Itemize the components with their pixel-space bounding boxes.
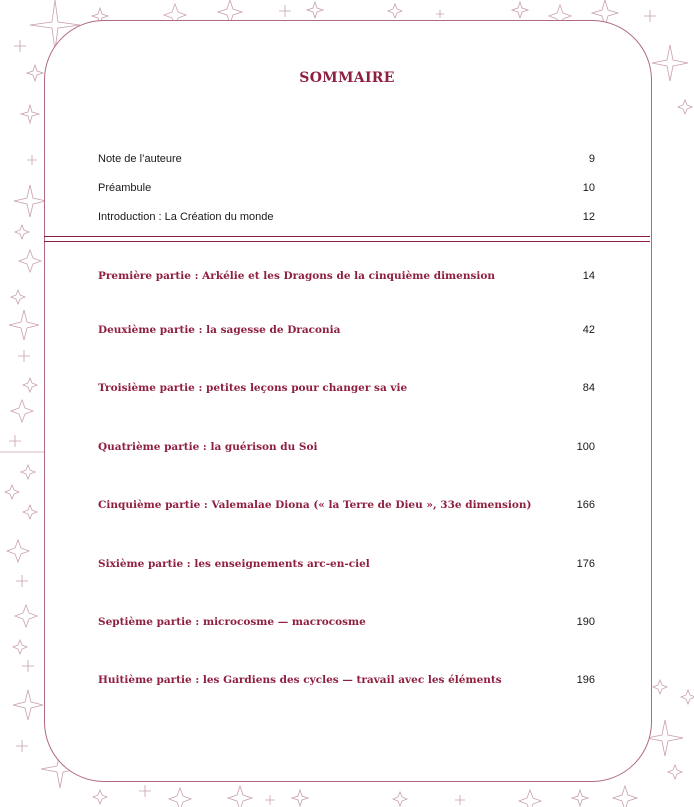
page-title: SOMMAIRE bbox=[299, 70, 395, 86]
toc-part-label: Cinquième partie : Valemalae Diona (« la Terre de Dieu », 33e dimension) bbox=[98, 499, 532, 511]
toc-part-label: Septième partie : microcosme — macrocosme bbox=[98, 616, 366, 628]
toc-entry-page: 10 bbox=[582, 182, 595, 194]
toc-part-page: 14 bbox=[582, 270, 595, 282]
toc-part-page: 196 bbox=[576, 674, 595, 686]
toc-part[interactable] bbox=[98, 558, 595, 574]
toc-part-label: Sixième partie : les enseignements arc-en-ciel bbox=[98, 558, 370, 570]
toc-part-label: Troisième partie : petites leçons pour changer sa vie bbox=[98, 382, 408, 394]
divider bbox=[44, 241, 650, 242]
toc-entry-label: Note de l’auteure bbox=[98, 153, 182, 165]
page-frame bbox=[44, 20, 652, 782]
toc-part[interactable] bbox=[98, 270, 595, 286]
toc-part[interactable] bbox=[98, 382, 595, 398]
toc-part-label: Deuxième partie : la sagesse de Draconia bbox=[98, 324, 341, 336]
toc-entry[interactable] bbox=[98, 211, 595, 227]
toc-entry-page: 12 bbox=[582, 211, 595, 223]
toc-part[interactable] bbox=[98, 499, 595, 515]
toc-part[interactable] bbox=[98, 441, 595, 457]
toc-part-page: 166 bbox=[576, 499, 595, 511]
toc-part-page: 100 bbox=[576, 441, 595, 453]
toc-part-page: 42 bbox=[582, 324, 595, 336]
toc-entry[interactable] bbox=[98, 182, 595, 198]
toc-part-label: Huitième partie : les Gardiens des cycles — travail avec les éléments bbox=[98, 674, 502, 686]
toc-entry-page: 9 bbox=[588, 153, 595, 165]
toc-part-page: 190 bbox=[576, 616, 595, 628]
toc-entry[interactable] bbox=[98, 153, 595, 169]
divider bbox=[44, 236, 650, 237]
toc-part-page: 84 bbox=[582, 382, 595, 394]
toc-part[interactable] bbox=[98, 674, 595, 690]
toc-part[interactable] bbox=[98, 616, 595, 632]
toc-part[interactable] bbox=[98, 324, 595, 340]
toc-part-page: 176 bbox=[576, 558, 595, 570]
toc-entry-label: Introduction : La Création du monde bbox=[98, 211, 274, 223]
toc-part-label: Quatrième partie : la guérison du Soi bbox=[98, 441, 318, 453]
toc-part-label: Première partie : Arkélie et les Dragons de la cinquième dimension bbox=[98, 270, 496, 282]
toc-entry-label: Préambule bbox=[98, 182, 152, 194]
